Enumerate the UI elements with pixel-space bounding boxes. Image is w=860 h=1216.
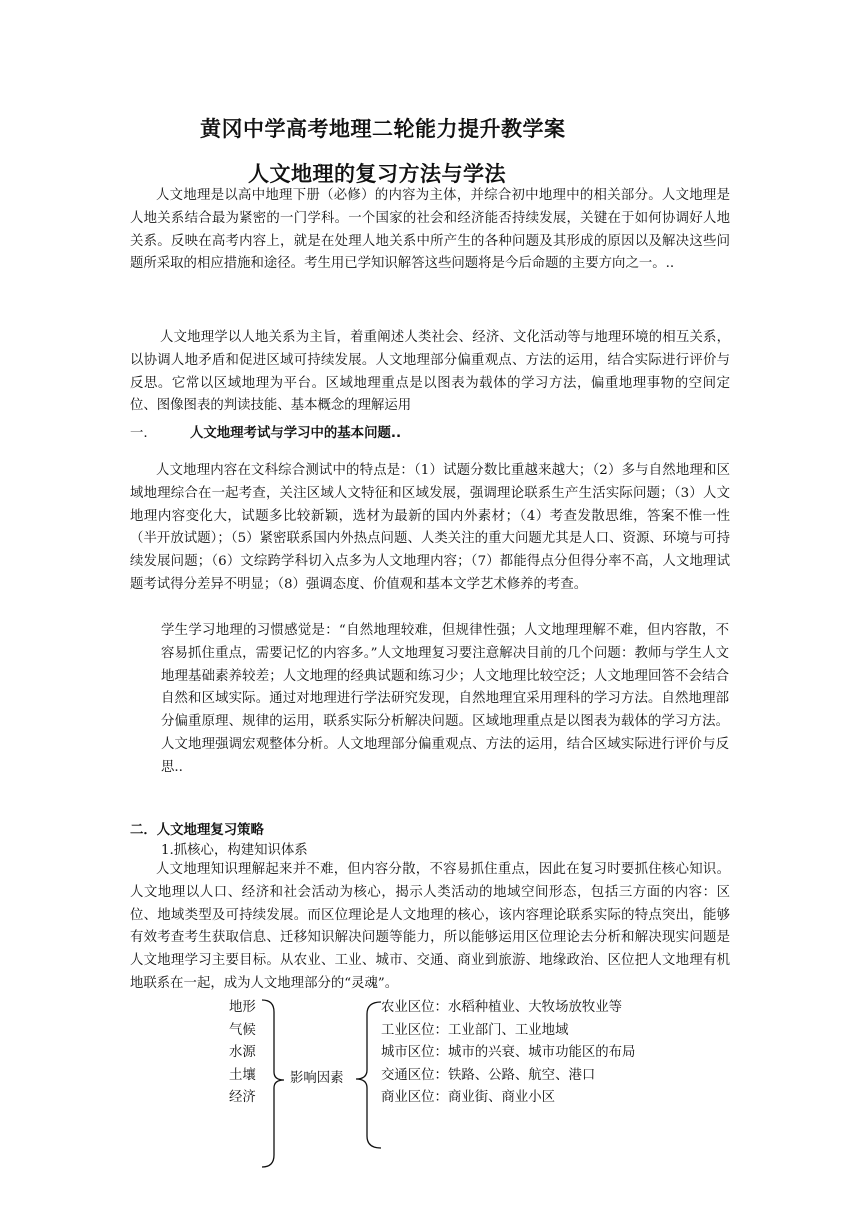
section-one-title: 人文地理考试与学习中的基本问题..: [190, 426, 402, 441]
factor-item: 水源: [229, 1045, 256, 1060]
factor-item: 地形: [229, 1000, 256, 1015]
sub-title: 人文地理的复习方法与学法: [248, 162, 506, 186]
factor-item: 土壤: [229, 1067, 256, 1083]
factor-item: 气候: [229, 1022, 256, 1038]
zone-item: 农业区位：水稻种植业、大牧场放牧业等: [381, 1000, 623, 1015]
main-title: 黄冈中学高考地理二轮能力提升教学案: [200, 117, 566, 141]
features-paragraph: 人文地理内容在文科综合测试中的特点是：（1）试题分数比重越来越大；（2）多与自然地理和区域地理综合在一起考查，关注区域人文特征和区域发展，强调理论联系生产生活实际问题；（3）人文地理内容变化大，试题多比较新颖，选材为最新的国内外素材；（4）考查发散思维，答案不惟一性（半开放试题）；（5）紧密联系国内外热点问题、人类关注的重大问题尤其是人口、资源、环境与可持续发展问题；（6）文综跨学科切入点多为人文地理内容；（7）都能得点分但得分率不高，人文地理试题考试得分差异不明显；（8）强调态度、价值观和基本文学艺术修养的考查。: [130, 463, 730, 592]
left-brace: [262, 1000, 284, 1167]
zone-item: 交通区位：铁路、公路、航空、港口: [381, 1067, 596, 1083]
core-paragraph: 人文地理知识理解起来并不难，但内容分散，不容易抓住重点，因此在复习时要抓住核心知识。人文地理以人口、经济和社会活动为核心，揭示人类活动的地域空间形态，包括三方面的内容：区位、地域类型及可持续发展。而区位理论是人文地理的核心，该内容理论联系实际的特点突出，能够有效考查考生获取信息、迁移知识解决问题等能力，所以能够运用区位理论去分析和解决现实问题是人文地理学习主要目标。从农业、工业、城市、交通、商业到旅游、地缘政治、区位把人文地理有机地联系在一起，成为人文地理部分的“灵魂”。: [130, 862, 730, 991]
habits-paragraph: 学生学习地理的习惯感觉是：“自然地理较难，但规律性强；人文地理理解不难，但内容散，不容易抓住重点，需要记忆的内容多。”人文地理复习要注意解决目前的几个问题：教师与学生人文地理基础素养较差；人文地理的经典试题和练习少；人文地理比较空泛；人文地理回答不会结合自然和区域实际。通过对地理进行学法研究发现，自然地理宜采用理科的学习方法。自然地理部分偏重原理、规律的运用，联系实际分析解决问题。区域地理重点是以图表为载体的学习方法。人文地理强调宏观整体分析。人文地理部分偏重观点、方法的运用，结合区域实际进行评价与反思..: [161, 623, 729, 775]
zone-item: 商业区位：商业街、商业小区: [381, 1090, 556, 1105]
second-paragraph: 人文地理学以人地关系为主旨，着重阐述人类社会、经济、文化活动等与地理环境的相互关系，以协调人地矛盾和促进区域可持续发展。人文地理部分偏重观点、方法的运用，结合实际进行评价与反思。它常以区域地理为平台。区域地理重点是以图表为载体的学习方法，偏重地理事物的空间定位、图像图表的判读技能、基本概念的理解运用: [130, 330, 730, 414]
section-one-number: 一.: [130, 426, 148, 441]
zone-item: 城市区位：城市的兴衰、城市功能区的布局: [381, 1045, 636, 1060]
section-two-title: 二．人文地理复习策略: [130, 823, 264, 838]
right-brace: [356, 1002, 381, 1148]
diagram-center-label: 影响因素: [290, 1071, 344, 1086]
factor-item: 经济: [229, 1090, 256, 1105]
zone-item: 工业区位：工业部门、工业地域: [381, 1022, 569, 1038]
section-two-subtitle: 1.抓核心，构建知识体系: [161, 843, 308, 858]
intro-paragraph: 人文地理是以高中地理下册（必修）的内容为主体，并综合初中地理中的相关部分。人文地理是人地关系结合最为紧密的一门学科。一个国家的社会和经济能否持续发展，关键在于如何协调好人地关系。反映在高考内容上，就是在处理人地关系中所产生的各种问题及其形成的原因以及解决这些问题所采取的相应措施和途径。考生用已学知识解答这些问题将是今后命题的主要方向之一。..: [130, 188, 730, 272]
